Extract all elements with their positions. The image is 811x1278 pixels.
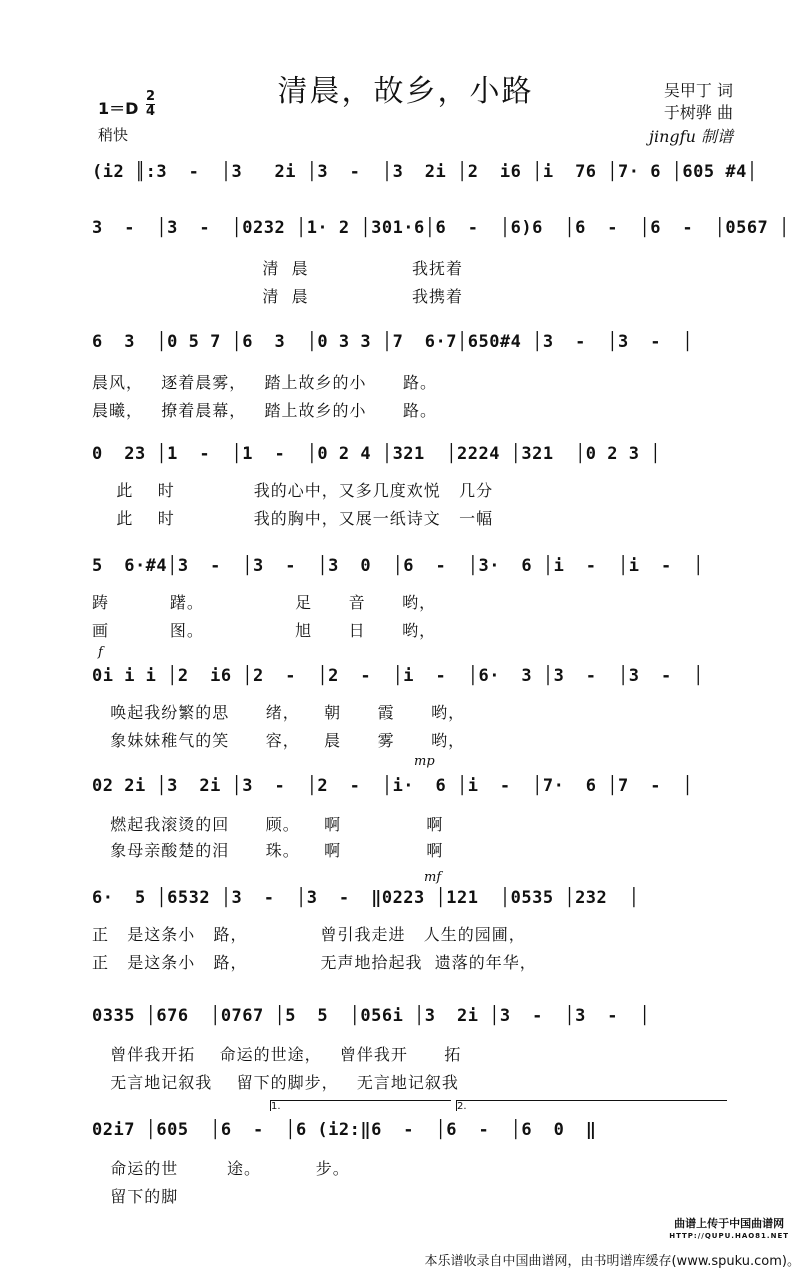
notes-row-9: 0335 │676 │0767 │5 5 │056i │3 2i │3 - │3 - │: [92, 1006, 651, 1026]
watermark: [669, 1218, 789, 1242]
watermark-line-1: 曲谱上传于中国曲谱网: [674, 1217, 785, 1230]
score-row-8: [92, 884, 732, 914]
lyrics-v2-row-7: 象母亲酸楚的泪 珠。 啊 啊: [92, 841, 444, 860]
page-title: 清晨，故乡，小路: [277, 74, 534, 109]
footer-note: 本乐谱收录自中国曲谱网，由书明谱库缓存(www.spuku.com)。: [424, 1254, 800, 1269]
volta-first-ending: [270, 1100, 451, 1111]
lyrics-v1-row-8: 正 是这条小 路， 曾引我走进 人生的园圃，: [92, 925, 526, 944]
notes-row-3: 6 3 │0 5 7 │6 3 │0 3 3 │7 6·7│650#4 │3 - │3 - │: [92, 332, 694, 352]
score-row-6: [92, 662, 732, 692]
lyrics-v1-row-9: 曾伴我开拓 命运的世途， 曾伴我开 拓: [92, 1045, 462, 1064]
dynamic-forte: f: [98, 645, 103, 660]
lyrics-v2-row-6: 象妹妹稚气的笑 容， 晨 雾 哟，: [92, 731, 466, 750]
notes-row-1: (i2 ║:3 - │3 2i │3 - │3 2i │2 i6 │i 76 │7· 6 │605 #4│: [92, 162, 758, 182]
volta-first-label: 1.: [271, 1101, 281, 1112]
composer-credit: 于树骅 曲: [663, 103, 733, 122]
time-signature: [146, 90, 155, 119]
score-row-9: [92, 1002, 732, 1032]
notes-row-10: 02i7 │605 │6 - │6 (i2:‖6 - │6 - │6 0 ‖: [92, 1120, 597, 1140]
lyrics-v2-row-8: 正 是这条小 路， 无声地拾起我 遗落的年华，: [92, 953, 537, 972]
volta-second-label: 2.: [457, 1101, 467, 1112]
notes-row-8: 6· 5 │6532 │3 - │3 - ‖0223 │121 │0535 │232 │: [92, 888, 640, 908]
tempo-marking: 稍快: [98, 126, 129, 144]
lyrics-v1-row-7: 燃起我滚烫的回 顾。 啊 啊: [92, 815, 444, 834]
score-row-5: [92, 552, 732, 582]
notes-row-7: 02 2i │3 2i │3 - │2 - │i· 6 │i - │7· 6 │7 - │: [92, 776, 694, 796]
volta-second-ending: [456, 1100, 727, 1111]
notes-row-5: 5 6·#4│3 - │3 - │3 0 │6 - │3· 6 │i - │i - │: [92, 556, 704, 576]
lyrics-v2-row-4: 此 时 我的胸中，又展一纸诗文 一幅: [92, 509, 494, 528]
lyrics-v1-row-4: 此 时 我的心中，又多几度欢悦 几分: [92, 481, 494, 500]
dynamic-mezzo-forte: mf: [424, 870, 442, 885]
lyrics-v1-row-3: 晨风， 逐着晨雾， 踏上故乡的小 路。: [92, 373, 438, 392]
lyrics-v2-row-10: 留下的脚: [92, 1187, 179, 1206]
time-signature-bottom: 4: [146, 104, 156, 119]
key-signature: 1＝D: [98, 99, 139, 118]
lyricist-credit: 吴甲丁 词: [663, 81, 733, 100]
lyrics-v1-row-6: 唤起我纷繁的思 绪， 朝 霞 哟，: [92, 703, 466, 722]
score-row-1: [92, 158, 758, 188]
lyrics-v1-row-10: 命运的世 途。 步。: [92, 1159, 350, 1178]
watermark-line-2: HTTP://QUPU.HAO81.NET: [669, 1232, 789, 1240]
lyrics-v2-row-9: 无言地记叙我 留下的脚步， 无言地记叙我: [92, 1073, 459, 1092]
notes-row-6: 0i i i │2 i6 │2 - │2 - │i - │6· 3 │3 - │3 - │: [92, 666, 704, 686]
lyrics-v2-row-3: 晨曦， 撩着晨幕， 踏上故乡的小 路。: [92, 401, 438, 420]
lyrics-v1-row-2: 清 晨 我抚着: [92, 259, 464, 278]
dynamic-mezzo-piano: mp: [414, 754, 435, 769]
score-row-10: [92, 1116, 732, 1146]
lyrics-v2-row-5: 画 图。 旭 日 哟，: [92, 621, 437, 640]
score-row-2: [92, 214, 790, 244]
lyrics-v2-row-2: 清 晨 我携着: [92, 287, 464, 306]
score-row-7: [92, 772, 732, 802]
arranger-credit: jingfu 制谱: [649, 127, 733, 146]
time-signature-top: 2: [146, 89, 156, 104]
notes-row-4: 0 23 │1 - │1 - │0 2 4 │321 │2224 │321 │0 2 3 │: [92, 444, 661, 464]
score-row-3: [92, 328, 732, 358]
notes-row-2: 3 - │3 - │0232 │1· 2 │301·6│6 - │6)6 │6 - │6 - │0567 │: [92, 218, 790, 238]
score-row-4: [92, 440, 732, 470]
lyrics-v1-row-5: 踌 躇。 足 音 哟，: [92, 593, 437, 612]
